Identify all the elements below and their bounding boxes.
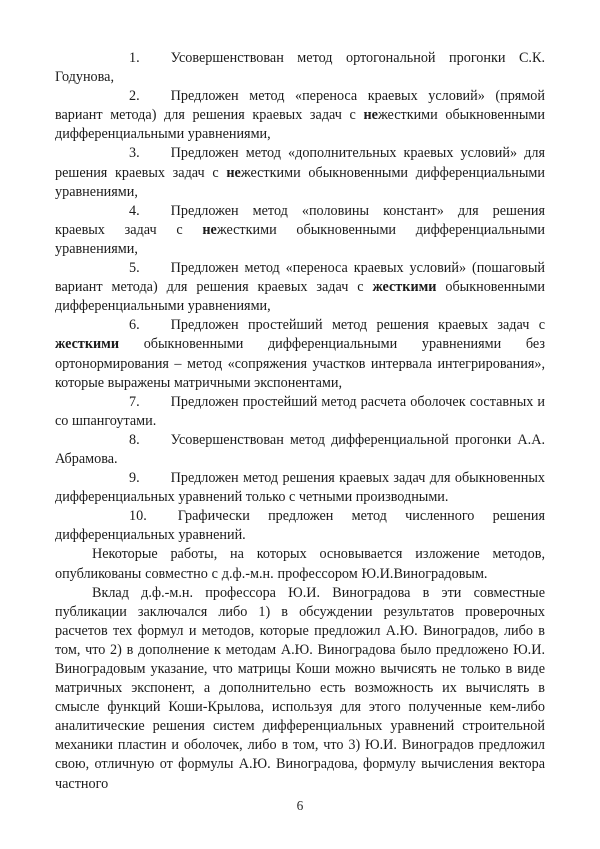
list-item-text: Предложен метод «дополнительных краевых условий» для решения краевых задач с [55, 145, 545, 181]
list-item [55, 87, 545, 144]
list-item [55, 316, 545, 392]
list-item-number: 6. [129, 317, 140, 334]
document-body [55, 49, 545, 794]
list-item-text: обыкновенными дифференциальными уравнениями, [55, 279, 545, 315]
list-item-text: Предложен метод «половины констант» для решения краевых задач с [55, 202, 545, 238]
list-item-text: Предложен простейший метод решения краевых задач с [170, 317, 545, 334]
list-item-text: Усовершенствован метод дифференциальной прогонки А.А. Абрамова. [55, 431, 545, 467]
list-item-number: 4. [129, 202, 140, 219]
list-item-tab-gap [140, 316, 171, 335]
list-item-number: 10. [129, 508, 147, 525]
numbered-list [55, 49, 545, 545]
list-item-number: 3. [129, 145, 140, 162]
body-paragraphs [55, 545, 545, 793]
list-item-text: жесткими обыкновенными дифференциальными уравнениями, [55, 164, 545, 200]
list-item-text: Предложен метод «переноса краевых условий» (пошаговый вариант метода) для решения краевых задач с [55, 260, 545, 296]
list-item-emphasis: не [363, 107, 378, 124]
list-item-tab-gap [140, 469, 171, 488]
list-item-tab-gap [140, 87, 171, 106]
list-item-emphasis: жесткими [55, 336, 120, 353]
list-item-tab-gap [140, 431, 171, 450]
list-item-text: Предложен простейший метод расчета оболочек составных и со шпангоутами. [55, 393, 545, 429]
list-item-text: жесткими обыкновенными дифференциальными уравнениями, [55, 107, 545, 143]
list-item-tab-gap [140, 144, 171, 163]
page-number: 6 [296, 798, 304, 813]
list-item [55, 393, 545, 431]
list-item-text: жесткими обыкновенными дифференциальными уравнениями, [55, 221, 545, 257]
list-item-number: 8. [129, 431, 140, 448]
list-item-text: Усовершенствован метод ортогональной прогонки С.К. Годунова, [55, 50, 545, 86]
list-item-text: Графически предложен метод численного решения дифференциальных уравнений. [55, 508, 545, 544]
list-item-number: 2. [129, 88, 140, 105]
list-item-emphasis: жесткими [372, 279, 437, 296]
paragraph-some-works: Некоторые работы, на которых основывается изложение методов, опубликованы совместно с д.ф.-м.н. профессором Ю.И.Виноградовым. [55, 546, 545, 582]
list-item-tab-gap [140, 202, 171, 221]
paragraph-contribution: Вклад д.ф.-м.н. профессора Ю.И. Виноградова в эти совместные публикации заключался либо 1) в обсуждении результатов проверочных расчетов тех формул и методов, которые предложил А.Ю. Виноградов, либо в том, что 2) в дополнение к методам А.Ю. Виноградова было предложено Ю.И. Виноградовым указание, что матрицы Коши можно вычисять не только в виде матричных экспонент, а дополнительно есть возможность их вычислять в смысле функций Коши-Крылова, используя для этого полученные кем-либо аналитические решения систем дифференциальных уравнений строительной механики пластин и оболочек, либо в том, что 3) Ю.И. Виноградов предложил свою, отличную от формулы А.Ю. Виноградова, формулу вычисления вектора частного [55, 584, 545, 792]
list-item [55, 507, 545, 545]
list-item [55, 49, 545, 87]
list-item-number: 5. [129, 260, 140, 277]
list-item [55, 431, 545, 469]
list-item-text: Предложен метод решения краевых задач для обыкновенных дифференциальных уравнений только с четными производными. [55, 470, 545, 506]
list-item-text: Предложен метод «переноса краевых условий» (прямой вариант метода) для решения краевых задач с [55, 88, 545, 124]
list-item-tab-gap [140, 49, 171, 68]
list-item [55, 202, 545, 259]
list-item-text: обыкновенными дифференциальными уравнениями без ортонормирования – метод «сопряжения участков интервала интегрирования», которые выражены матричными экспонентами, [55, 336, 545, 391]
list-item-tab-gap [140, 259, 171, 278]
list-item [55, 144, 545, 201]
list-item-tab-gap [147, 507, 178, 526]
list-item-number: 7. [129, 393, 140, 410]
list-item-number: 1. [129, 50, 140, 66]
list-item-number: 9. [129, 470, 140, 487]
list-item [55, 469, 545, 507]
list-item [55, 259, 545, 316]
list-item-emphasis: не [226, 164, 241, 181]
list-item-emphasis: не [202, 221, 217, 238]
list-item-tab-gap [140, 393, 171, 412]
